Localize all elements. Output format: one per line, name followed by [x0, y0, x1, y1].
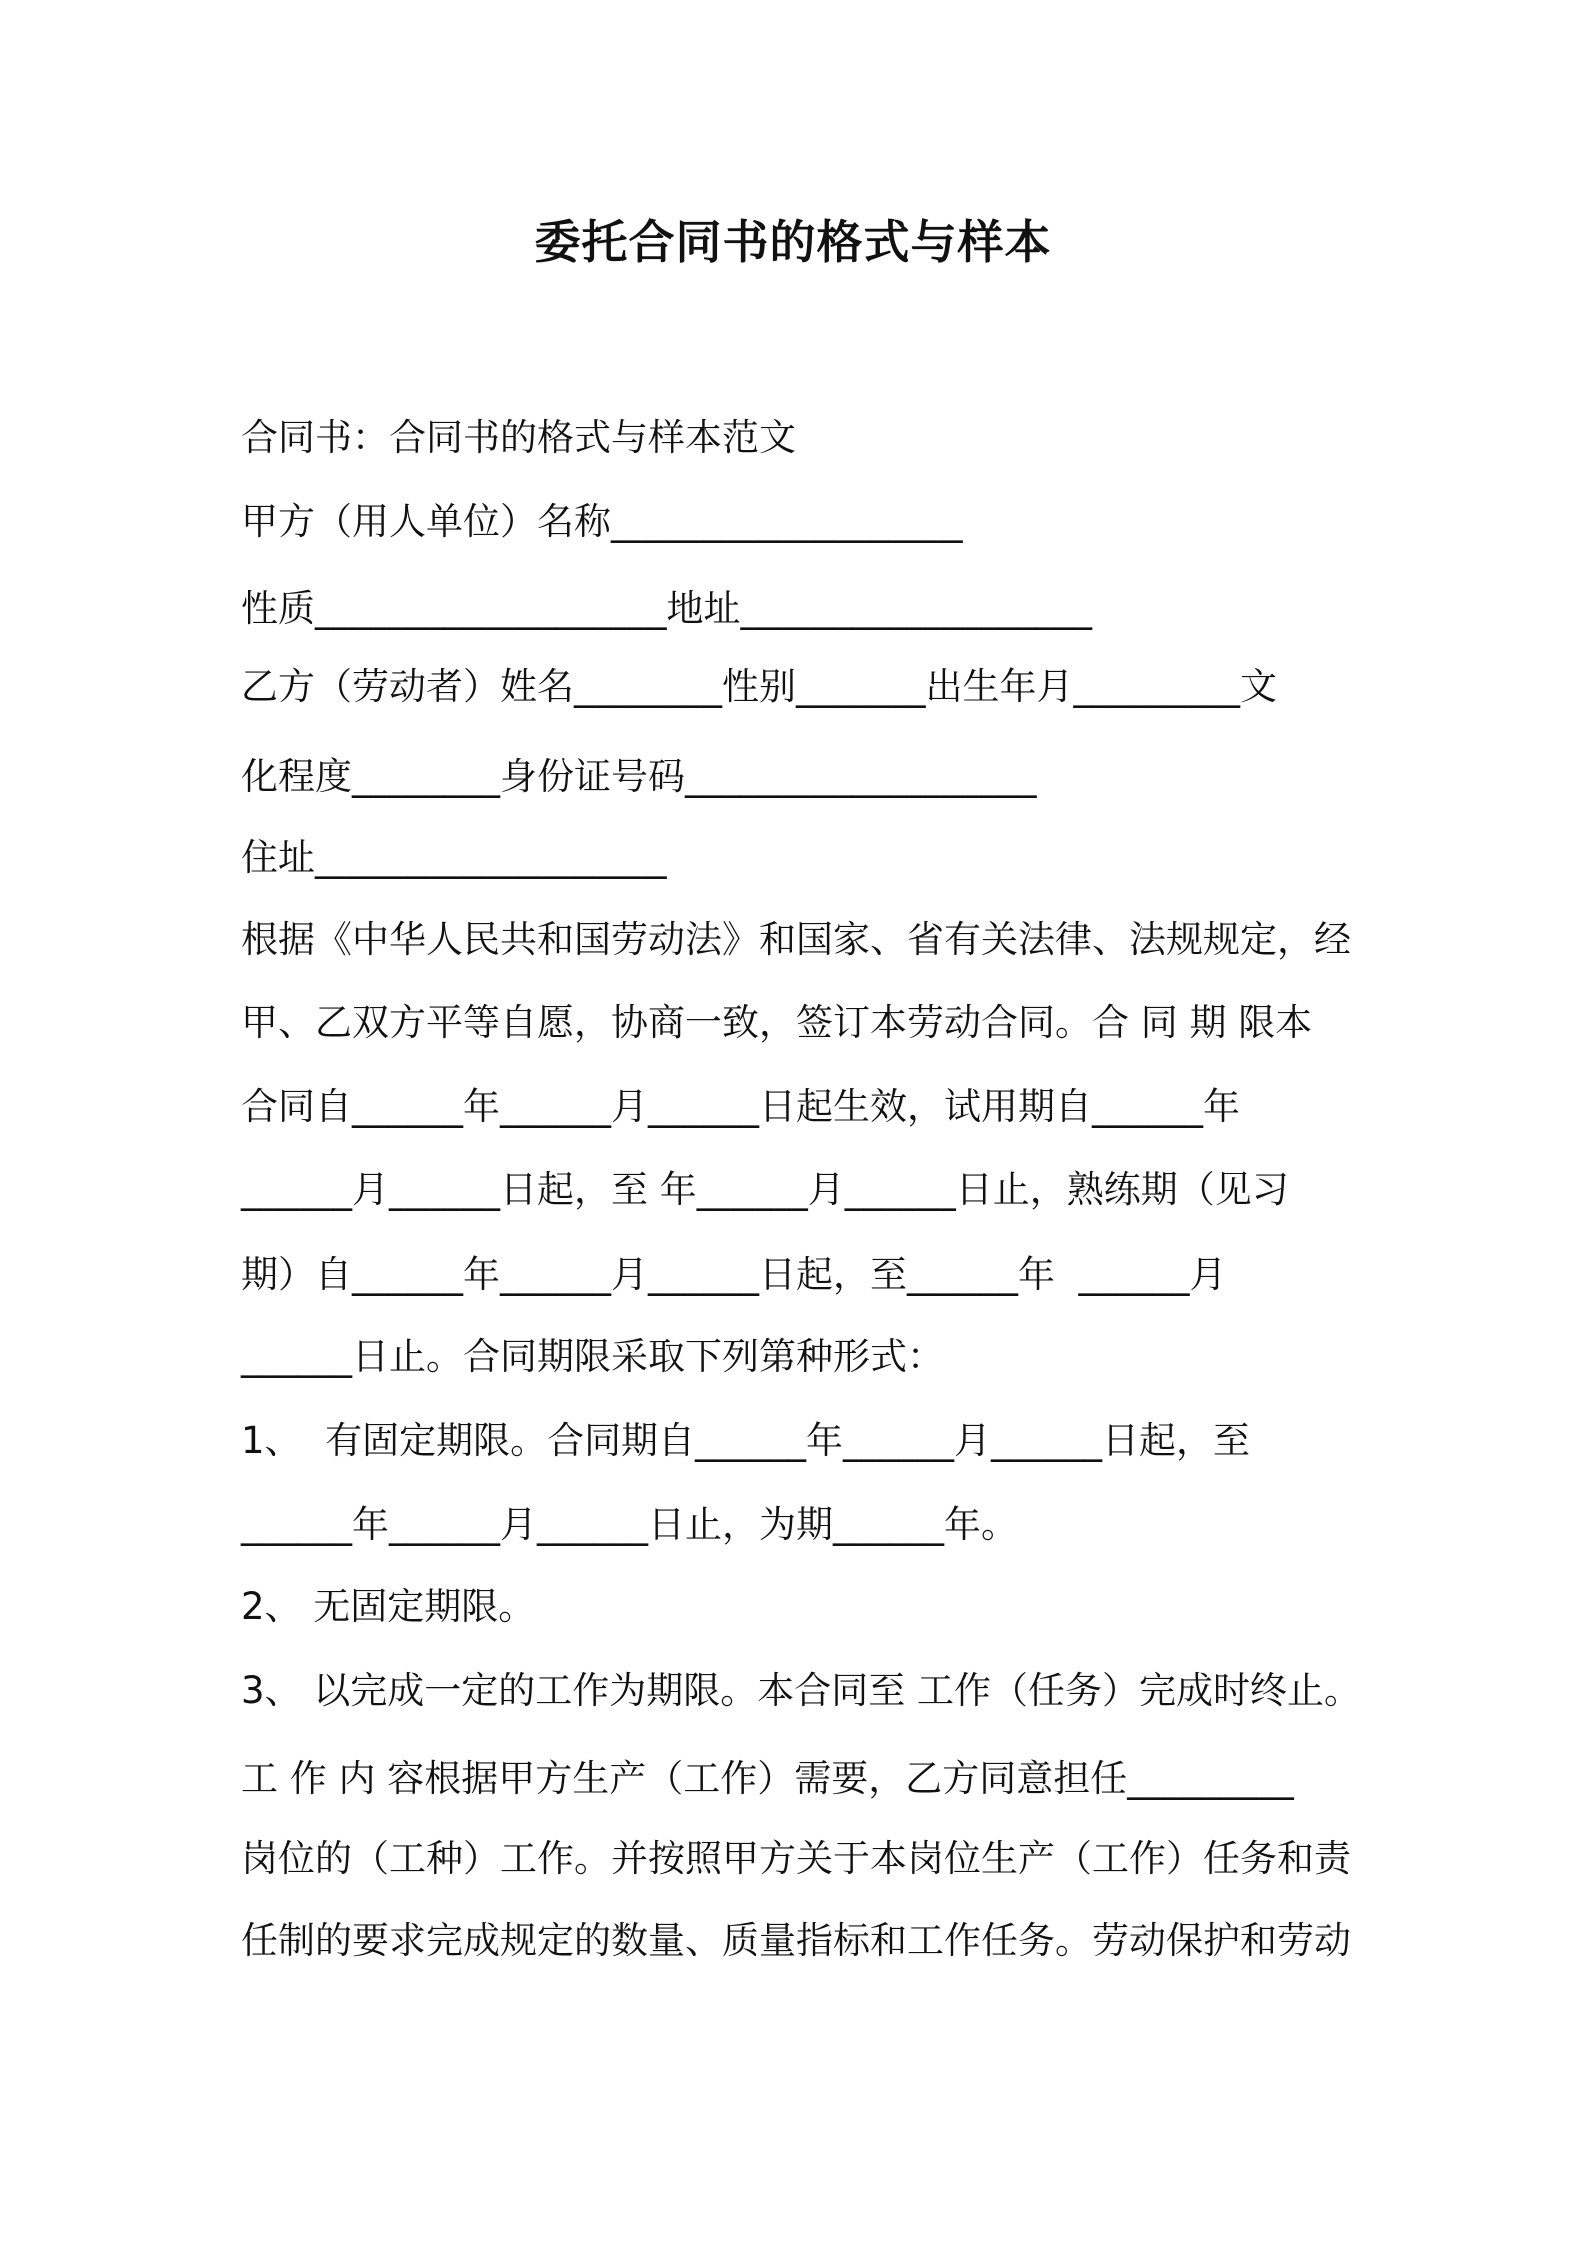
text-line: 合同自______年______月______日起生效，试用期自______年: [241, 1085, 1240, 1128]
text-line: 甲、乙双方平等自愿，协商一致，签订本劳动合同。合 同 期 限本: [241, 1001, 1313, 1044]
text-line: ______月______日起，至 年______月______日止，熟练期（见习: [241, 1168, 1289, 1211]
text-line: 期）自______年______月______日起，至______年 ______月: [241, 1253, 1227, 1296]
text-line: 住址___________________: [241, 836, 667, 879]
document-title: 委托合同书的格式与样本: [534, 215, 1052, 269]
text-line: 2、 无固定期限。: [241, 1585, 536, 1628]
text-line: 根据《中华人民共和国劳动法》和国家、省有关法律、法规规定，经: [241, 918, 1351, 961]
text-line: 岗位的（工种）工作。并按照甲方关于本岗位生产（工作）任务和责: [241, 1837, 1351, 1880]
text-line: 性质___________________地址___________________: [241, 587, 1092, 630]
text-line: 化程度________身份证号码___________________: [241, 755, 1037, 798]
text-line: 乙方（劳动者）姓名________性别_______出生年月_________文: [241, 665, 1277, 708]
text-line: 甲方（用人单位）名称___________________: [241, 500, 963, 543]
text-line: 合同书：合同书的格式与样本范文: [241, 416, 796, 459]
text-line: 任制的要求完成规定的数量、质量指标和工作任务。劳动保护和劳动: [241, 1919, 1351, 1962]
text-line: ______日止。合同期限采取下列第种形式：: [241, 1335, 944, 1378]
text-line: 3、 以完成一定的工作为期限。本合同至 工作（任务）完成时终止。: [241, 1669, 1362, 1712]
text-line: 工 作 内 容根据甲方生产（工作）需要，乙方同意担任_________: [241, 1757, 1294, 1800]
text-line: ______年______月______日止，为期______年。: [241, 1503, 1018, 1546]
text-line: 1、 有固定期限。合同期自______年______月______日起，至: [241, 1419, 1251, 1462]
